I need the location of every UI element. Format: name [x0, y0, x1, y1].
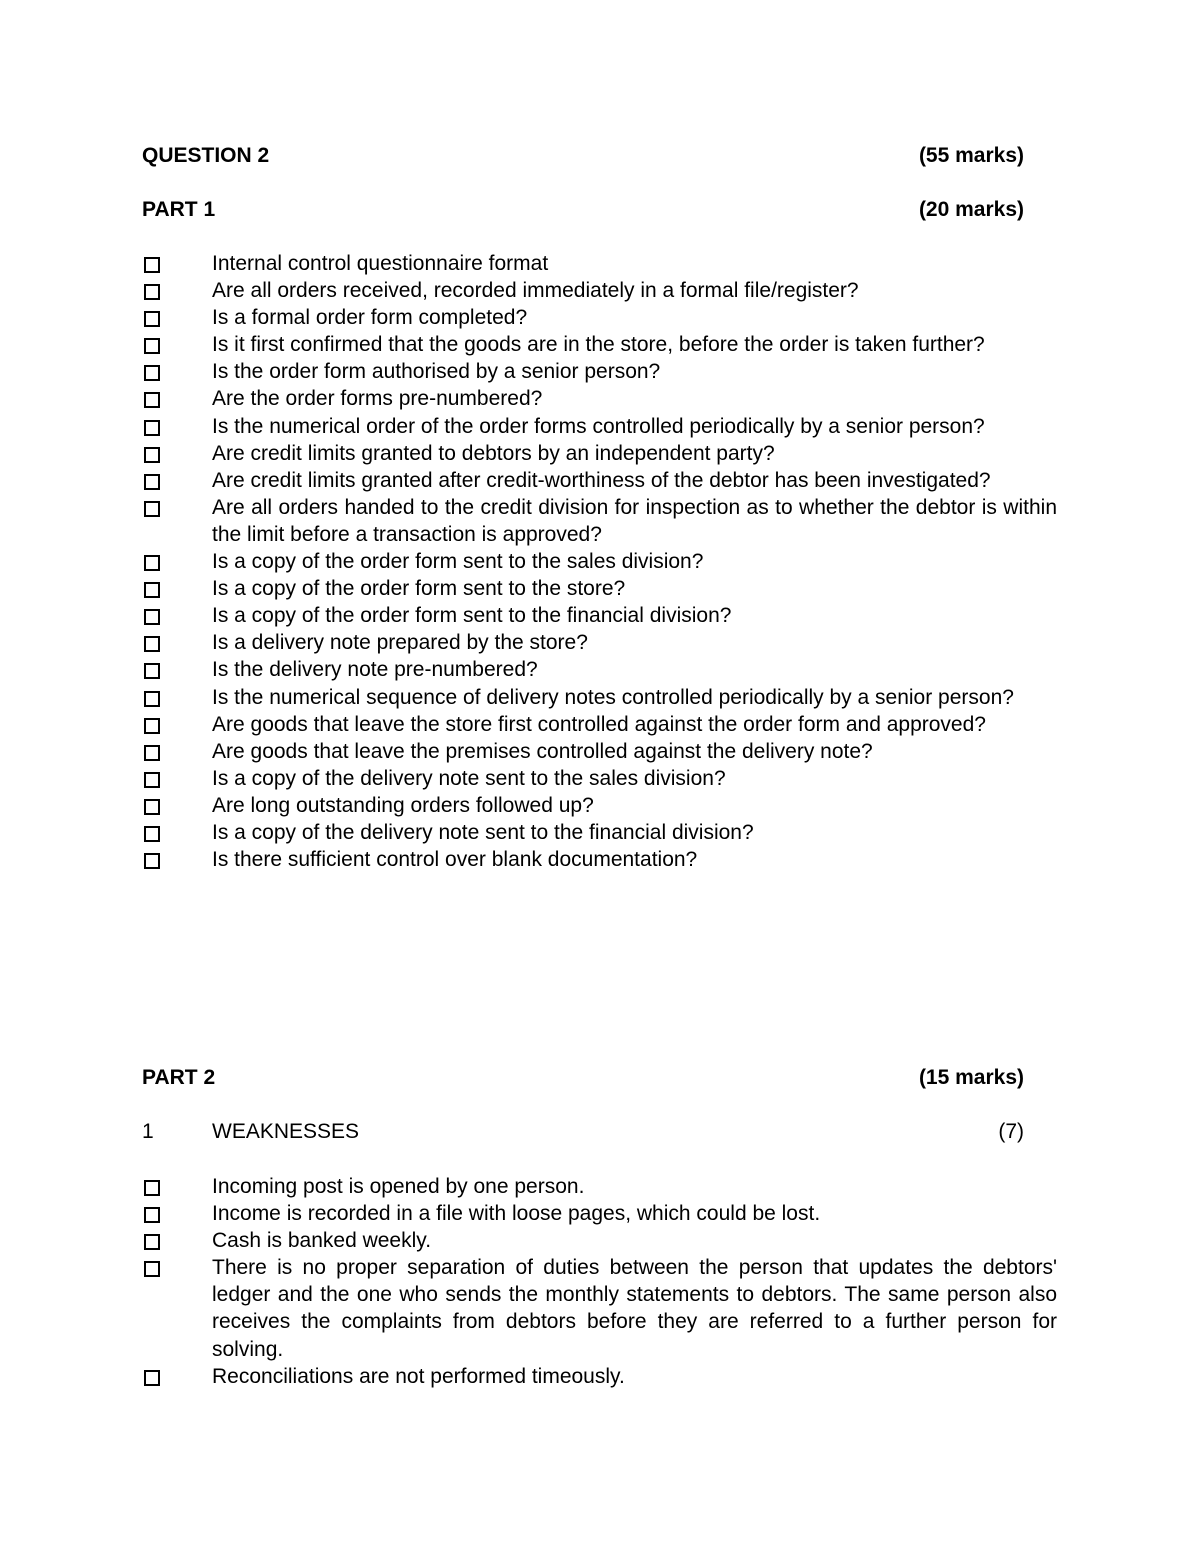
- checkbox-icon[interactable]: [144, 392, 160, 408]
- checkbox-icon[interactable]: [144, 1180, 160, 1196]
- checkbox-icon[interactable]: [144, 1234, 160, 1250]
- checkbox-icon[interactable]: [144, 447, 160, 463]
- checklist-item: Are goods that leave the store first controlled against the order form and approved?: [142, 711, 1057, 738]
- checklist-item: Is there sufficient control over blank documentation?: [142, 846, 1057, 873]
- checklist-item: Are goods that leave the premises controlled against the delivery note?: [142, 738, 1057, 765]
- checkbox-icon[interactable]: [144, 365, 160, 381]
- part1-checklist: [142, 250, 1057, 873]
- checkbox-icon[interactable]: [144, 609, 160, 625]
- checkbox-icon[interactable]: [144, 826, 160, 842]
- checkbox-icon[interactable]: [144, 772, 160, 788]
- checklist-item: Incoming post is opened by one person.: [142, 1173, 1057, 1200]
- checkbox-icon[interactable]: [144, 1207, 160, 1223]
- checkbox-icon[interactable]: [144, 745, 160, 761]
- checklist-item: Are the order forms pre-numbered?: [142, 385, 1057, 412]
- checkbox-icon[interactable]: [144, 257, 160, 273]
- part1-title: PART 1: [142, 198, 216, 221]
- checklist-item: Cash is banked weekly.: [142, 1227, 1057, 1254]
- checkbox-icon[interactable]: [144, 663, 160, 679]
- checklist-item: Reconciliations are not performed timeously.: [142, 1363, 1057, 1390]
- checkbox-icon[interactable]: [144, 420, 160, 436]
- checklist-item: There is no proper separation of duties between the person that updates the debtors' ledger and the one who sends the monthly statements to debtors. The same person also receives the complaints from debtors before they are referred to a further person for solving.: [142, 1254, 1057, 1362]
- checklist-item: Income is recorded in a file with loose pages, which could be lost.: [142, 1200, 1057, 1227]
- checklist-item: Is the order form authorised by a senior person?: [142, 358, 1057, 385]
- checklist-item: Are credit limits granted to debtors by an independent party?: [142, 440, 1057, 467]
- section-number: 1: [142, 1120, 154, 1143]
- checkbox-icon[interactable]: [144, 799, 160, 815]
- checkbox-icon[interactable]: [144, 338, 160, 354]
- checklist-item: Is a copy of the order form sent to the store?: [142, 575, 1057, 602]
- checkbox-icon[interactable]: [144, 582, 160, 598]
- checkbox-icon[interactable]: [144, 1261, 160, 1277]
- checklist-item: Is it first confirmed that the goods are in the store, before the order is taken further?: [142, 331, 1057, 358]
- checkbox-icon[interactable]: [144, 501, 160, 517]
- checkbox-icon[interactable]: [144, 474, 160, 490]
- checklist-item: Is a copy of the delivery note sent to the sales division?: [142, 765, 1057, 792]
- checklist-item: Is a copy of the order form sent to the financial division?: [142, 602, 1057, 629]
- checklist-item: Is a copy of the delivery note sent to the financial division?: [142, 819, 1057, 846]
- checkbox-icon[interactable]: [144, 636, 160, 652]
- part2-marks: (15 marks): [918, 1066, 1024, 1089]
- checklist-item: Are long outstanding orders followed up?: [142, 792, 1057, 819]
- checklist-item: Are credit limits granted after credit-worthiness of the debtor has been investigated?: [142, 467, 1057, 494]
- checkbox-icon[interactable]: [144, 311, 160, 327]
- checklist-item: Is a formal order form completed?: [142, 304, 1057, 331]
- checklist-item: Is the delivery note pre-numbered?: [142, 656, 1057, 683]
- part2-weaknesses-list: [142, 1173, 1057, 1390]
- section-marks: (7): [998, 1120, 1024, 1143]
- section-label: WEAKNESSES: [212, 1120, 360, 1143]
- question-heading: [142, 142, 1024, 169]
- checkbox-icon[interactable]: [144, 1370, 160, 1386]
- part2-heading: [142, 1064, 1024, 1091]
- checkbox-icon[interactable]: [144, 555, 160, 571]
- checkbox-icon[interactable]: [144, 853, 160, 869]
- checklist-item: Internal control questionnaire format: [142, 250, 1057, 277]
- part2-title: PART 2: [142, 1066, 216, 1089]
- checklist-item: Are all orders handed to the credit division for inspection as to whether the debtor is within the limit before a transaction is approved?: [142, 494, 1057, 548]
- question-title: QUESTION 2: [142, 144, 270, 167]
- checklist-item: Is the numerical order of the order forms controlled periodically by a senior person?: [142, 413, 1057, 440]
- checkbox-icon[interactable]: [144, 284, 160, 300]
- checklist-item: Are all orders received, recorded immediately in a formal file/register?: [142, 277, 1057, 304]
- checklist-item: Is a copy of the order form sent to the sales division?: [142, 548, 1057, 575]
- checkbox-icon[interactable]: [144, 718, 160, 734]
- checklist-item: Is the numerical sequence of delivery notes controlled periodically by a senior person?: [142, 684, 1057, 711]
- part1-marks: (20 marks): [918, 198, 1024, 221]
- part1-heading: [142, 196, 1024, 223]
- question-marks: (55 marks): [918, 144, 1024, 167]
- checkbox-icon[interactable]: [144, 691, 160, 707]
- checklist-item: Is a delivery note prepared by the store?: [142, 629, 1057, 656]
